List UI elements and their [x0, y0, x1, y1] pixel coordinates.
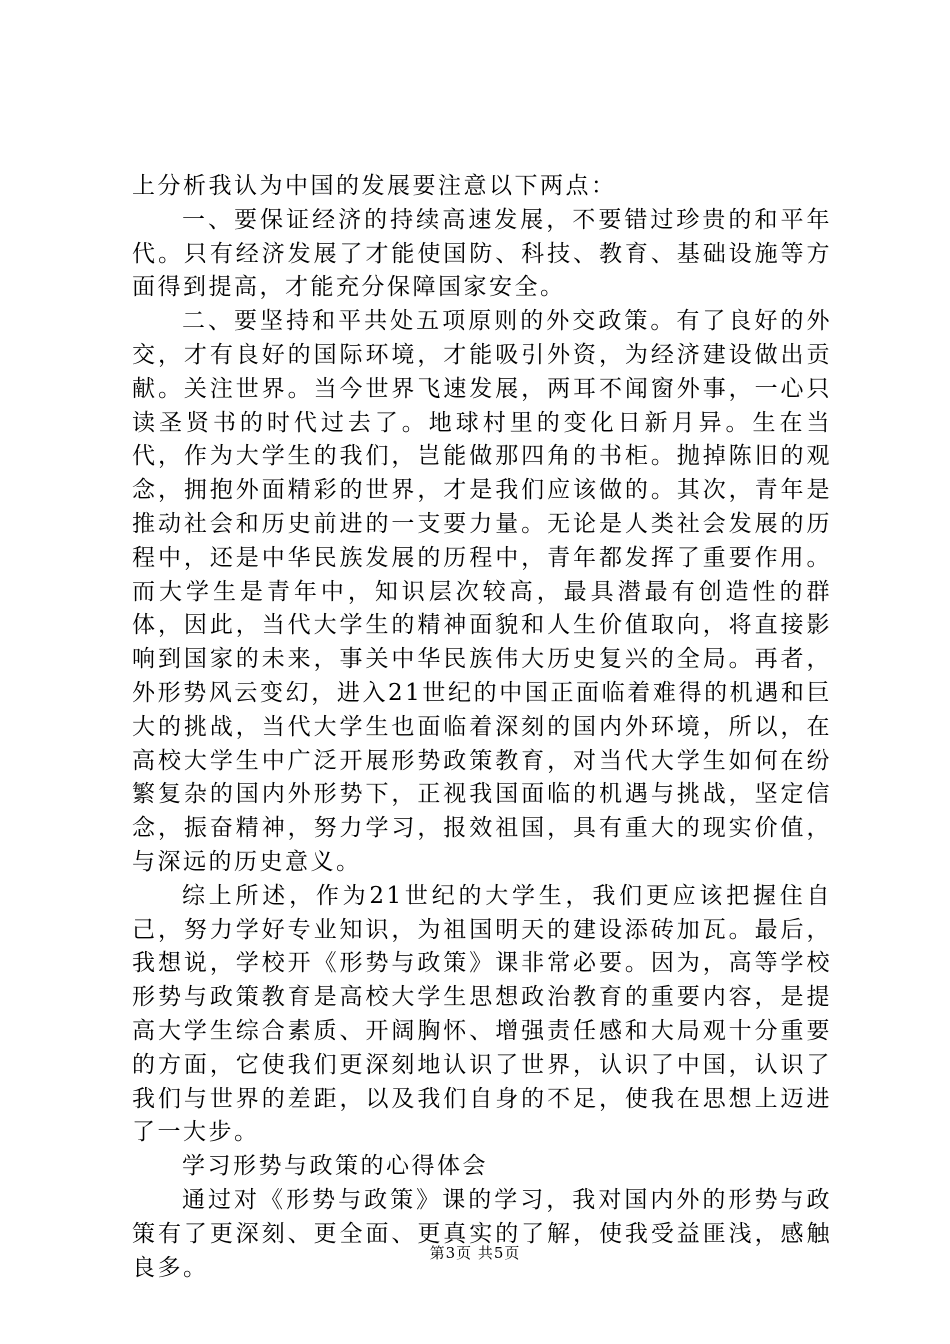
- section-heading: 学习形势与政策的心得体会: [182, 1153, 488, 1180]
- paragraph-point-two: 二、要坚持和平共处五项原则的外交政策。有了良好的外交，才有良好的国际环境，才能吸引外资，为经济建设做出贡献。关注世界。当今世界飞速发展，两耳不闻窗外事，一心只读圣贤书的时代过去了。地球村里的变化日新月异。生在当代，作为大学生的我们，岂能做那四角的书柜。抛掉陈旧的观念，拥抱外面精彩的世界，才是我们应该做的。其次，青年是推动社会和历史前进的一支要力量。无论是人类社会发展的历程中，还是中华民族发展的历程中，青年都发挥了重要作用。而大学生是青年中，知识层次较高，最具潜最有创造性的群体，因此，当代大学生的精神面貌和人生价值取向，将直接影响到国家的未来，事关中华民族伟大历史复兴的全局。再者，外形势风云变幻，进入21世纪的中国正面临着难得的机遇和巨大的挑战，当代大学生也面临着深刻的国内外环境，所以，在高校大学生中广泛开展形势政策教育，对当代大学生如何在纷繁复杂的国内外形势下，正视我国面临的机遇与挑战，坚定信念，振奋精神，努力学习，报效祖国，具有重大的现实价值，与深远的历史意义。: [132, 308, 832, 875]
- paragraph-point-one: 一、要保证经济的持续高速发展，不要错过珍贵的和平年代。只有经济发展了才能使国防、科技、教育、基础设施等方面得到提高，才能充分保障国家安全。: [132, 206, 832, 301]
- paragraph-conclusion: 综上所述，作为21世纪的大学生，我们更应该把握住自己，努力学好专业知识，为祖国明天的建设添砖加瓦。最后，我想说，学校开《形势与政策》课非常必要。因为，高等学校形势与政策教育是高校大学生思想政治教育的重要内容，是提高大学生综合素质、开阔胸怀、增强责任感和大局观十分重要的方面，它使我们更深刻地认识了世界，认识了中国，认识了我们与世界的差距，以及我们自身的不足，使我在思想上迈进了一大步。: [132, 882, 832, 1146]
- page-number-footer: 第3页 共5页: [429, 1244, 521, 1262]
- paragraph-intro: 上分析我认为中国的发展要注意以下两点：: [132, 173, 617, 199]
- document-body: [132, 170, 832, 1285]
- paragraph-opening: 通过对《形势与政策》课的学习，我对国内外的形势与政策有了更深刻、更全面、更真实的了解，使我受益匪浅，感触良多。: [132, 1186, 832, 1281]
